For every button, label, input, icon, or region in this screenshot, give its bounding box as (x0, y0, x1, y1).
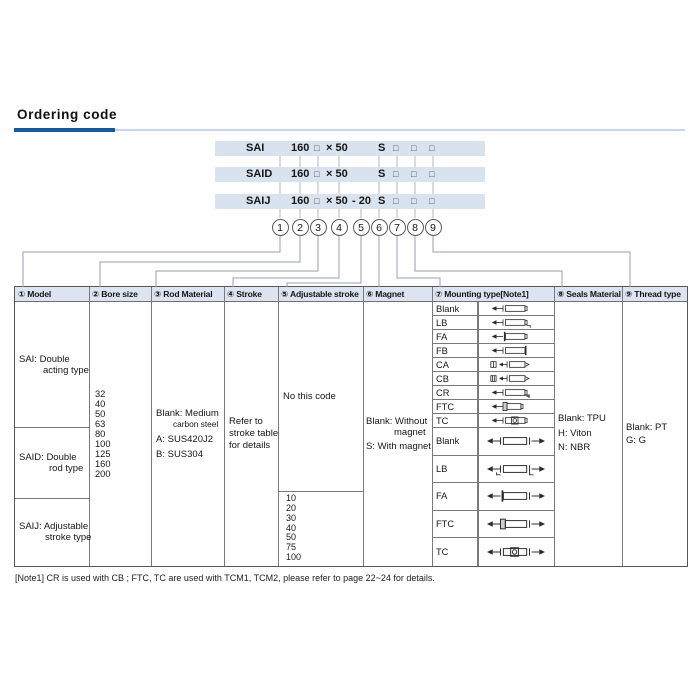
rod-line3: A: SUS420J2 (156, 434, 214, 445)
mounting-code-label: LB (432, 316, 478, 329)
model-cell-1 (15, 302, 89, 427)
mounting-row (432, 538, 554, 566)
bore-size-item: 125 (95, 449, 111, 459)
model-cell-3 (15, 498, 92, 566)
code-part-bore: 160 (291, 168, 310, 180)
order-digit-circle-1: 1 (272, 219, 289, 236)
stroke-cell (224, 302, 278, 566)
mounting-code-label: Blank (432, 302, 478, 315)
thread-line1: Blank: PT (626, 422, 668, 433)
code-part-placeholder-box: □ (429, 196, 435, 206)
stroke-line1: Refer to (229, 416, 263, 427)
code-part-magnet: S (378, 168, 386, 180)
ordering-table (14, 286, 688, 567)
cylinder-trunnion-center-icon (478, 414, 554, 427)
order-digit-circle-2: 2 (292, 219, 309, 236)
code-part-model: SAIJ (246, 195, 271, 207)
code-part-placeholder-box: □ (411, 143, 417, 153)
adjustable-value: 30 (286, 512, 297, 523)
order-digit-circle-4: 4 (331, 219, 348, 236)
mounting-row (432, 483, 554, 511)
adjustable-value: 75 (286, 542, 297, 553)
column-header-7: ⑦ Mounting type[Note1] (435, 289, 529, 299)
magnet-line2: magnet (394, 427, 426, 438)
mounting-row (432, 372, 554, 386)
mounting-code-label: Blank (432, 428, 478, 455)
column-header-2: ② Bore size (92, 289, 138, 299)
code-part-placeholder-box: □ (411, 196, 417, 206)
adjustable-value: 50 (286, 532, 297, 543)
code-part-magnet: S (378, 142, 386, 154)
bore-size-item: 63 (95, 419, 106, 429)
mounting-code-label: FA (432, 483, 478, 510)
mounting-row (432, 358, 554, 372)
cylinder-double-basic-icon (478, 428, 554, 455)
mounting-row (432, 456, 554, 484)
code-part-placeholder-box: □ (429, 143, 435, 153)
cylinder-clevis-b-icon (478, 372, 554, 385)
column-header-8: ⑧ Seals Material (557, 289, 621, 299)
cylinder-double-trunnion-center-icon (478, 538, 554, 566)
code-part-placeholder-box: □ (411, 169, 417, 179)
mounting-code-label: FA (432, 330, 478, 343)
footnote: [Note1] CR is used with CB ; FTC, TC are used with TCM1, TCM2, please refer to page 22~24 for details. (15, 573, 435, 583)
mounting-row (432, 302, 554, 316)
bore-size-item: 32 (95, 389, 106, 399)
rod-material-cell (151, 302, 224, 566)
magnet-line1: Blank: Without (366, 416, 428, 427)
mounting-code-label: LB (432, 456, 478, 483)
order-digit-circle-9: 9 (425, 219, 442, 236)
order-digit-circle-6: 6 (371, 219, 388, 236)
code-part-rod-box: □ (314, 169, 320, 179)
column-header-3: ③ Rod Material (154, 289, 213, 299)
rod-line1: Blank: Medium (156, 408, 219, 419)
mounting-code-label: TC (432, 414, 478, 427)
bore-size-item: 80 (95, 429, 106, 439)
order-digit-circle-8: 8 (407, 219, 424, 236)
adjustable-stroke-top-cell (278, 302, 363, 491)
mounting-row (432, 428, 554, 456)
code-part-placeholder-box: □ (393, 143, 399, 153)
cylinder-flange-front-icon (478, 330, 554, 343)
thread-type-cell (622, 302, 687, 566)
column-header-6: ⑥ Magnet (366, 289, 405, 299)
title-underline-accent (14, 128, 115, 132)
cylinder-clevis-a-icon (478, 358, 554, 371)
cylinder-foot-icon (478, 316, 554, 329)
mounting-row (432, 386, 554, 400)
code-part-model: SAI (246, 142, 265, 154)
code-part-rod-box: □ (314, 143, 320, 153)
thread-line2: G: G (626, 435, 647, 446)
code-part-stroke: × 50 (326, 168, 348, 180)
model-line2: stroke type (45, 532, 92, 543)
cylinder-double-foot-icon (478, 456, 554, 483)
cylinder-trunnion-front-icon (478, 400, 554, 413)
mounting-row (432, 400, 554, 414)
magnet-line3: S: With magnet (366, 441, 431, 452)
bore-size-item: 40 (95, 399, 106, 409)
stroke-line2: stroke table (229, 428, 279, 439)
code-part-model: SAID (246, 168, 273, 180)
adjustable-note: No this code (283, 391, 336, 402)
mounting-code-label: FTC (432, 400, 478, 413)
seals-material-cell (554, 302, 622, 566)
order-digit-circle-3: 3 (310, 219, 327, 236)
seals-line2: H: Viton (558, 427, 592, 439)
mounting-code-label: TC (432, 538, 478, 566)
column-header-9: ⑨ Thread type (625, 289, 681, 299)
bore-size-item: 50 (95, 409, 106, 419)
mounting-row (432, 316, 554, 330)
stroke-line3: for details (229, 440, 271, 451)
cylinder-double-flange-icon (478, 483, 554, 510)
code-part-placeholder-box: □ (429, 169, 435, 179)
column-header-1: ① Model (18, 289, 52, 299)
mounting-row (432, 330, 554, 344)
code-part-bore: 160 (291, 195, 310, 207)
adjustable-stroke-values (278, 491, 363, 566)
model-line1: SAI: Double (19, 353, 70, 365)
adjustable-value: 20 (286, 503, 297, 513)
mounting-row (432, 511, 554, 539)
adjustable-value: 40 (286, 522, 297, 533)
magnet-cell (363, 302, 432, 566)
code-part-magnet: S (378, 195, 386, 207)
mounting-code-label: CB (432, 372, 478, 385)
model-line2: rod type (49, 462, 84, 474)
adjustable-value: 100 (286, 551, 302, 562)
code-part-bore: 160 (291, 142, 310, 154)
bore-size-item: 160 (95, 459, 111, 469)
title-underline-rule (115, 129, 685, 131)
page-title: Ordering code (17, 107, 118, 122)
code-part-placeholder-box: □ (393, 169, 399, 179)
model-line1: SAIJ: Adjustable (19, 521, 89, 532)
code-part-stroke: × 50 (326, 142, 348, 154)
mounting-code-label: CA (432, 358, 478, 371)
model-line1: SAID: Double (19, 451, 77, 463)
mounting-row (432, 344, 554, 358)
code-part-rod-box: □ (314, 196, 320, 206)
cylinder-flange-rear-icon (478, 344, 554, 357)
adjustable-value: 10 (286, 493, 297, 504)
rod-line2: carbon steel (173, 419, 219, 429)
column-header-5: ⑤ Adjustable stroke (281, 289, 359, 299)
cylinder-pivot-icon (478, 386, 554, 399)
column-header-4: ④ Stroke (227, 289, 262, 299)
seals-line3: N: NBR (558, 442, 591, 454)
mounting-code-label: FB (432, 344, 478, 357)
model-cell-2 (15, 427, 89, 498)
code-part-stroke: × 50 (326, 195, 348, 207)
seals-line1: Blank: TPU (558, 413, 606, 425)
model-line2: acting type (43, 364, 89, 376)
mounting-row (432, 414, 554, 428)
bore-size-item: 100 (95, 439, 111, 449)
rod-line4: B: SUS304 (156, 449, 203, 460)
code-part-placeholder-box: □ (393, 196, 399, 206)
bore-size-list (89, 302, 151, 566)
cylinder-basic-icon (478, 302, 554, 315)
mounting-code-label: FTC (432, 511, 478, 538)
table-header-row (15, 287, 687, 302)
order-digit-circle-7: 7 (389, 219, 406, 236)
order-digit-circle-5: 5 (353, 219, 370, 236)
cylinder-double-trunnion-front-icon (478, 511, 554, 538)
code-part-adjustable: - 20 (352, 195, 371, 207)
bore-size-item: 200 (95, 469, 111, 479)
mounting-code-label: CR (432, 386, 478, 399)
